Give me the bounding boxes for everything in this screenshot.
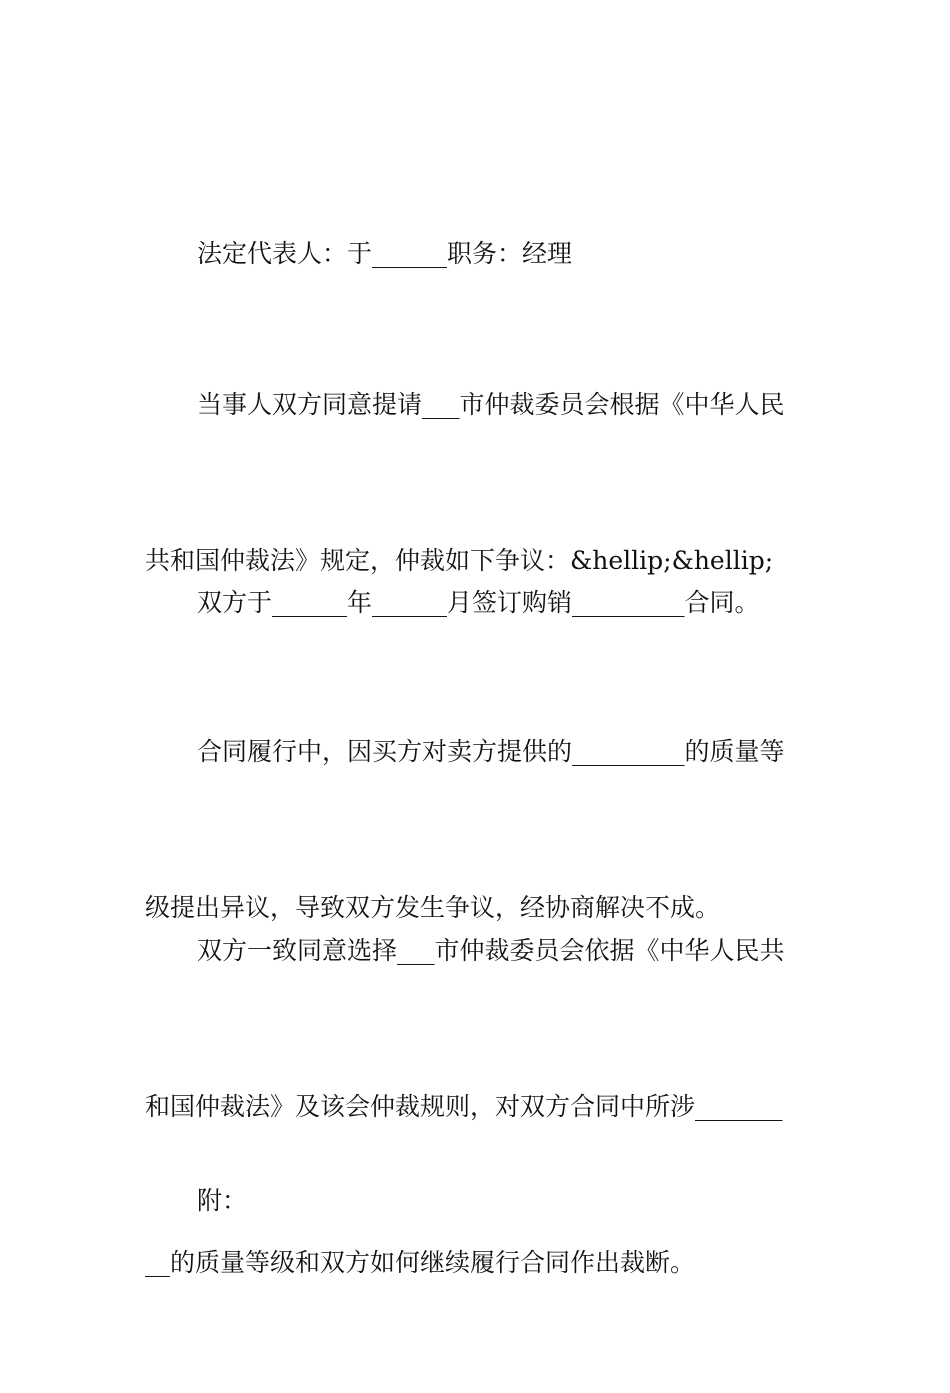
text-line: 合同履行中，因买方对卖方提供的_________的质量等 bbox=[197, 737, 785, 766]
text-line: 双方于______年______月签订购销_________合同。 bbox=[197, 588, 760, 617]
text-line: 共和国仲裁法》规定，仲裁如下争议：&hellip;&hellip; bbox=[145, 546, 774, 575]
text-line: __的质量等级和双方如何继续履行合同作出裁断。 bbox=[145, 1248, 696, 1277]
text-line: 和国仲裁法》及该会仲裁规则，对双方合同中所涉_______ bbox=[145, 1092, 783, 1121]
text-line: 双方一致同意选择___市仲裁委员会依据《中华人民共 bbox=[197, 936, 785, 965]
text-line: 附： bbox=[197, 1186, 248, 1215]
text-line: 法定代表人：于______职务：经理 bbox=[197, 239, 573, 268]
text-line: 级提出异议，导致双方发生争议，经协商解决不成。 bbox=[145, 893, 721, 922]
text-line: 当事人双方同意提请___市仲裁委员会根据《中华人民 bbox=[197, 390, 785, 419]
paragraph-attachment bbox=[145, 1071, 807, 1331]
